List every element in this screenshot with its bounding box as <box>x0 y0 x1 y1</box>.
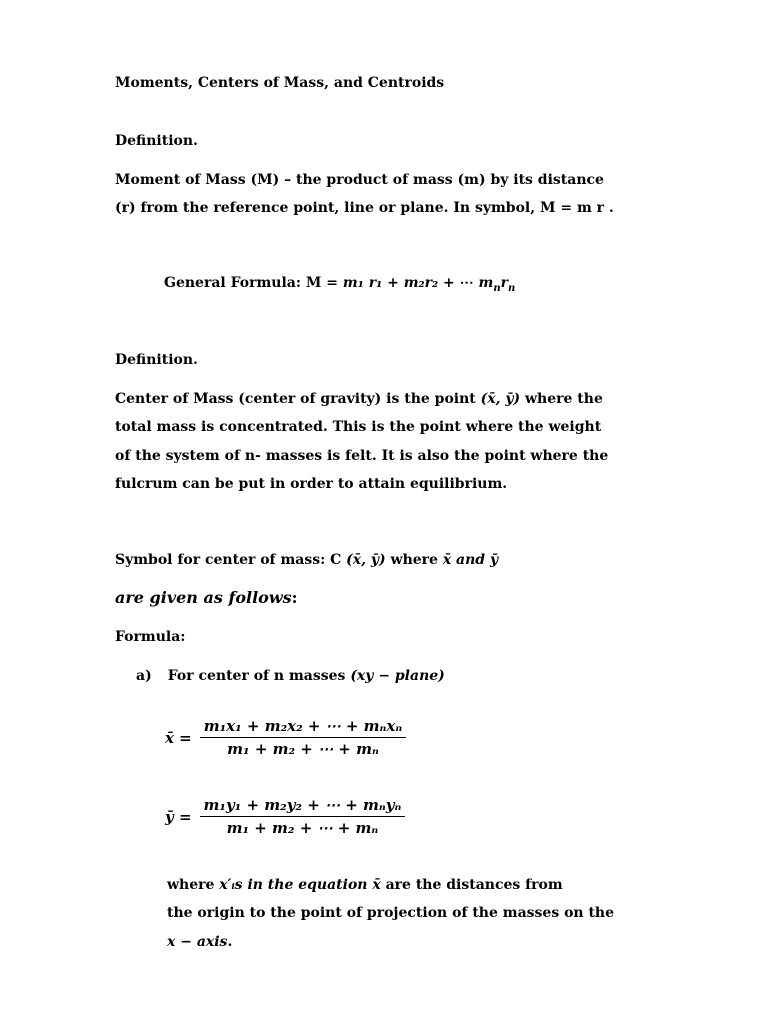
symbol-line-mid: where <box>385 552 443 568</box>
xbar-lhs: x̄ = <box>165 728 192 747</box>
where-line-1-math: x′ᵢs in the equation <box>219 877 368 893</box>
definition-2-line-4: fulcrum can be put in order to attain equilibrium. <box>115 476 508 492</box>
item-a-text: For center of n masses <box>167 668 351 684</box>
definition-2-line-1-text: Center of Mass (center of gravity) is the point <box>115 391 481 407</box>
item-a-math: (xy − plane) <box>350 668 445 684</box>
general-formula-term-1: m₁ r₁ <box>342 275 383 291</box>
general-formula <box>164 273 515 293</box>
symbol-line-math-1: (x̄, ȳ) <box>346 552 386 568</box>
item-a <box>136 666 445 686</box>
where-line-3-math: x − axis <box>167 934 228 950</box>
xbar-equation <box>165 717 406 758</box>
ybar-denominator: m₁ + m₂ + ⋯ + mₙ <box>226 819 379 837</box>
definition-2-line-1 <box>115 389 603 409</box>
symbol-line <box>115 550 498 570</box>
definition-2-heading: Definition. <box>115 352 198 368</box>
symbol-line-text: Symbol for center of mass: C <box>115 552 347 568</box>
general-formula-plus-1: + <box>382 275 404 291</box>
general-formula-term-3-sub: n <box>493 282 501 294</box>
given-line-colon: : <box>291 588 298 607</box>
general-formula-label: General Formula: M = <box>164 275 343 291</box>
definition-1-heading: Definition. <box>115 133 198 149</box>
definition-2-line-2: total mass is concentrated. This is the point where the weight <box>115 419 602 435</box>
general-formula-term-3b: r <box>500 275 509 291</box>
where-line-1-tail: are the distances from <box>385 877 563 893</box>
where-line-1-xbar: x̄ <box>367 877 386 893</box>
ybar-fraction <box>200 796 406 837</box>
definition-1-line-1: Moment of Mass (M) – the product of mass (m) by its distance <box>115 172 604 188</box>
xbar-numerator: m₁x₁ + m₂x₂ + ⋯ + mₙxₙ <box>200 717 407 738</box>
given-line <box>115 588 298 608</box>
general-formula-plus-2: + ⋯ <box>438 275 479 291</box>
general-formula-term-2: m₂r₂ <box>403 275 439 291</box>
where-line-1 <box>167 875 563 895</box>
definition-2-line-1-tail: where the <box>520 391 603 407</box>
center-point-math: (x̄, ȳ) <box>480 391 521 407</box>
ybar-lhs: ȳ = <box>165 807 192 826</box>
ybar-numerator: m₁y₁ + m₂y₂ + ⋯ + mₙyₙ <box>200 796 406 817</box>
where-line-3 <box>167 932 232 952</box>
where-line-2: the origin to the point of projection of the masses on the <box>167 905 615 921</box>
item-a-label: a) <box>136 668 152 684</box>
given-line-math: are given as follows <box>115 588 292 607</box>
general-formula-term-3: m <box>478 275 494 291</box>
general-formula-term-3b-sub: n <box>508 282 516 294</box>
xbar-fraction <box>200 717 407 758</box>
symbol-line-math-2: x̄ and ȳ <box>442 552 499 568</box>
definition-1-line-2: (r) from the reference point, line or plane. In symbol, M = m r . <box>115 200 614 216</box>
xbar-denominator: m₁ + m₂ + ⋯ + mₙ <box>227 740 379 758</box>
formula-heading: Formula: <box>115 629 186 645</box>
where-line-1-text: where <box>167 877 220 893</box>
definition-2-line-3: of the system of n- masses is felt. It is also the point where the <box>115 448 609 464</box>
where-line-3-period: . <box>227 934 233 950</box>
document-title: Moments, Centers of Mass, and Centroids <box>115 75 445 91</box>
ybar-equation <box>165 796 405 837</box>
